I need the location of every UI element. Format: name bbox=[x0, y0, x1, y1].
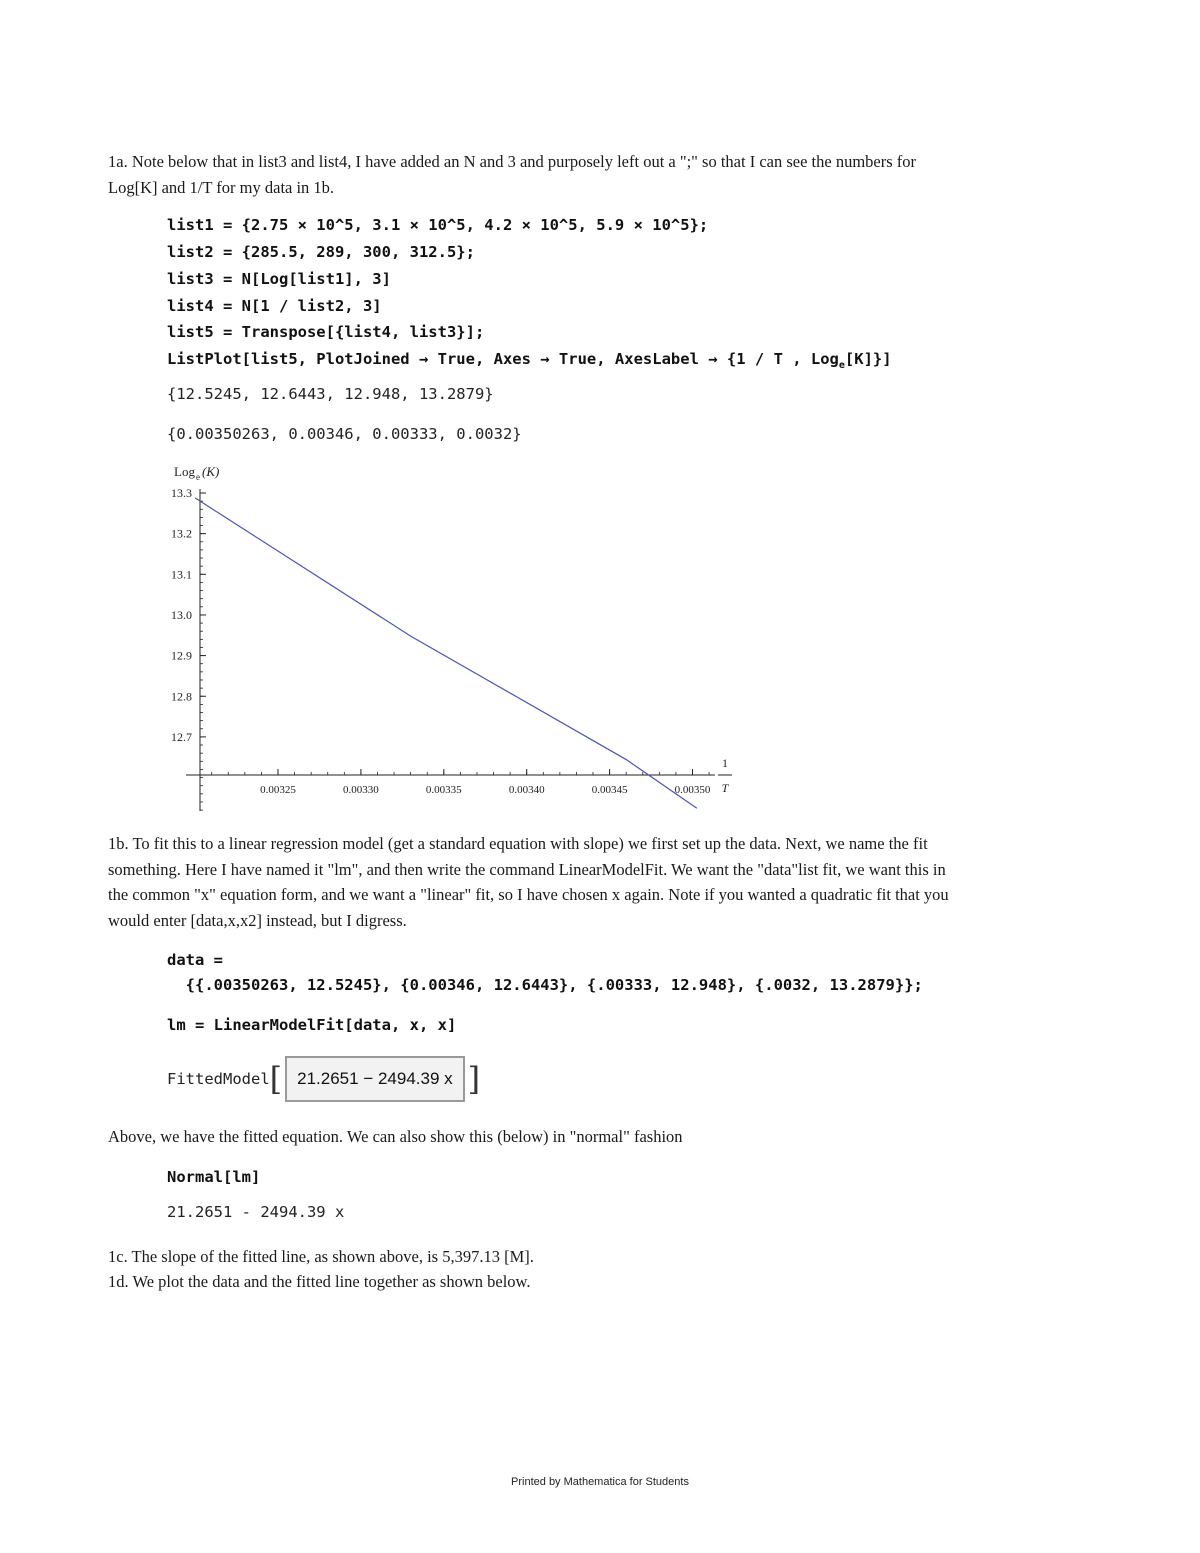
code-listplot-tail: [K]}] bbox=[844, 350, 892, 368]
fitted-model-expression-box[interactable]: 21.2651 − 2494.39 x bbox=[285, 1056, 465, 1102]
y-axis-tick-label: 12.9 bbox=[171, 648, 192, 663]
y-axis-label-main: Log bbox=[174, 464, 195, 479]
code-data-line2: {{.00350263, 12.5245}, {0.00346, 12.6443}, {.00333, 12.948}, {.0032, 13.2879}}; bbox=[167, 976, 923, 994]
code-list3: list3 = N[Log[list1], 3] bbox=[167, 270, 391, 288]
section-1b-line4: would enter [data,x,x2] instead, but I digress. bbox=[108, 910, 407, 930]
y-axis-tick-label: 12.7 bbox=[171, 729, 192, 744]
y-axis-label-sub: e bbox=[196, 472, 200, 482]
output-normal: 21.2651 - 2494.39 x bbox=[167, 1203, 345, 1221]
section-1d-text: 1d. We plot the data and the fitted line together as shown below. bbox=[108, 1272, 531, 1291]
x-axis-tick-label: 0.00350 bbox=[674, 784, 711, 796]
y-axis bbox=[171, 486, 206, 811]
section-1a-line1: 1a. Note below that in list3 and list4, I have added an N and 3 and purposely left out a ";" so that I can see the numbers for bbox=[108, 152, 917, 171]
output-list4: {0.00350263, 0.00346, 0.00333, 0.0032} bbox=[167, 425, 522, 443]
above-text: Above, we have the fitted equation. We can also show this (below) in "normal" fashion bbox=[108, 1127, 683, 1146]
y-axis-label bbox=[174, 464, 219, 482]
series-line bbox=[195, 498, 697, 808]
x-axis bbox=[186, 769, 715, 796]
code-list1: list1 = {2.75 × 10^5, 3.1 × 10^5, 4.2 × 10^5, 5.9 × 10^5}; bbox=[167, 216, 709, 234]
code-list2: list2 = {285.5, 289, 300, 312.5}; bbox=[167, 243, 475, 261]
list-plot-chart bbox=[160, 455, 750, 815]
fitted-model-label: FittedModel bbox=[167, 1070, 270, 1088]
code-listplot-sub: e bbox=[838, 360, 845, 372]
fitted-model-open-bracket: [ bbox=[269, 1060, 283, 1098]
footer-printed-by: Printed by Mathematica for Students bbox=[511, 1476, 689, 1488]
code-listplot-main: ListPlot[list5, PlotJoined → True, Axes → True, AxesLabel → {1 / T , Log bbox=[167, 350, 839, 368]
fitted-model-close-bracket: ] bbox=[467, 1060, 481, 1098]
code-data-line1: data = bbox=[167, 951, 223, 969]
code-list4: list4 = N[1 / list2, 3] bbox=[167, 297, 382, 315]
section-1b-line2: something. Here I have named it "lm", and then write the command LinearModelFit. We want the "data"list fit, we want this in bbox=[108, 859, 946, 879]
y-axis-label-arg: (K) bbox=[202, 464, 220, 479]
x-axis-label-den: T bbox=[721, 781, 729, 795]
x-axis-tick-label: 0.00325 bbox=[260, 784, 296, 796]
code-list5: list5 = Transpose[{list4, list3}]; bbox=[167, 323, 485, 341]
section-1c-text: 1c. The slope of the fitted line, as shown above, is 5,397.13 [M]. bbox=[108, 1247, 534, 1266]
section-1a-text bbox=[108, 149, 916, 200]
x-axis-tick-label: 0.00330 bbox=[343, 784, 379, 796]
x-axis-tick-label: 0.00345 bbox=[591, 784, 628, 796]
series-group bbox=[195, 498, 697, 808]
code-lm-line: lm = LinearModelFit[data, x, x] bbox=[167, 1016, 457, 1034]
y-axis-tick-label: 13.0 bbox=[171, 607, 192, 622]
y-axis-tick-label: 13.3 bbox=[171, 486, 192, 500]
output-list3: {12.5245, 12.6443, 12.948, 13.2879} bbox=[167, 385, 494, 403]
code-normal: Normal[lm] bbox=[167, 1168, 261, 1186]
section-1b-line3: the common "x" equation form, and we want a "linear" fit, so I have chosen x again. Note if you wanted a quadratic fit that you bbox=[108, 885, 949, 904]
section-1b-line1: 1b. To fit this to a linear regression model (get a standard equation with slope) we first set up the data. Next, we name the fit bbox=[108, 834, 928, 853]
x-axis-label-num: 1 bbox=[722, 756, 728, 770]
y-axis-tick-label: 13.2 bbox=[171, 526, 192, 541]
x-axis-tick-label: 0.00340 bbox=[508, 784, 545, 796]
x-axis-label bbox=[718, 756, 732, 795]
x-axis-tick-label: 0.00335 bbox=[425, 784, 462, 796]
code-listplot bbox=[167, 350, 892, 371]
y-axis-tick-label: 13.1 bbox=[171, 567, 192, 582]
section-1b-text bbox=[108, 831, 949, 933]
fitted-model-output bbox=[167, 1054, 480, 1104]
y-axis-tick-label: 12.8 bbox=[171, 689, 192, 704]
section-1a-line2: Log[K] and 1/T for my data in 1b. bbox=[108, 177, 335, 197]
